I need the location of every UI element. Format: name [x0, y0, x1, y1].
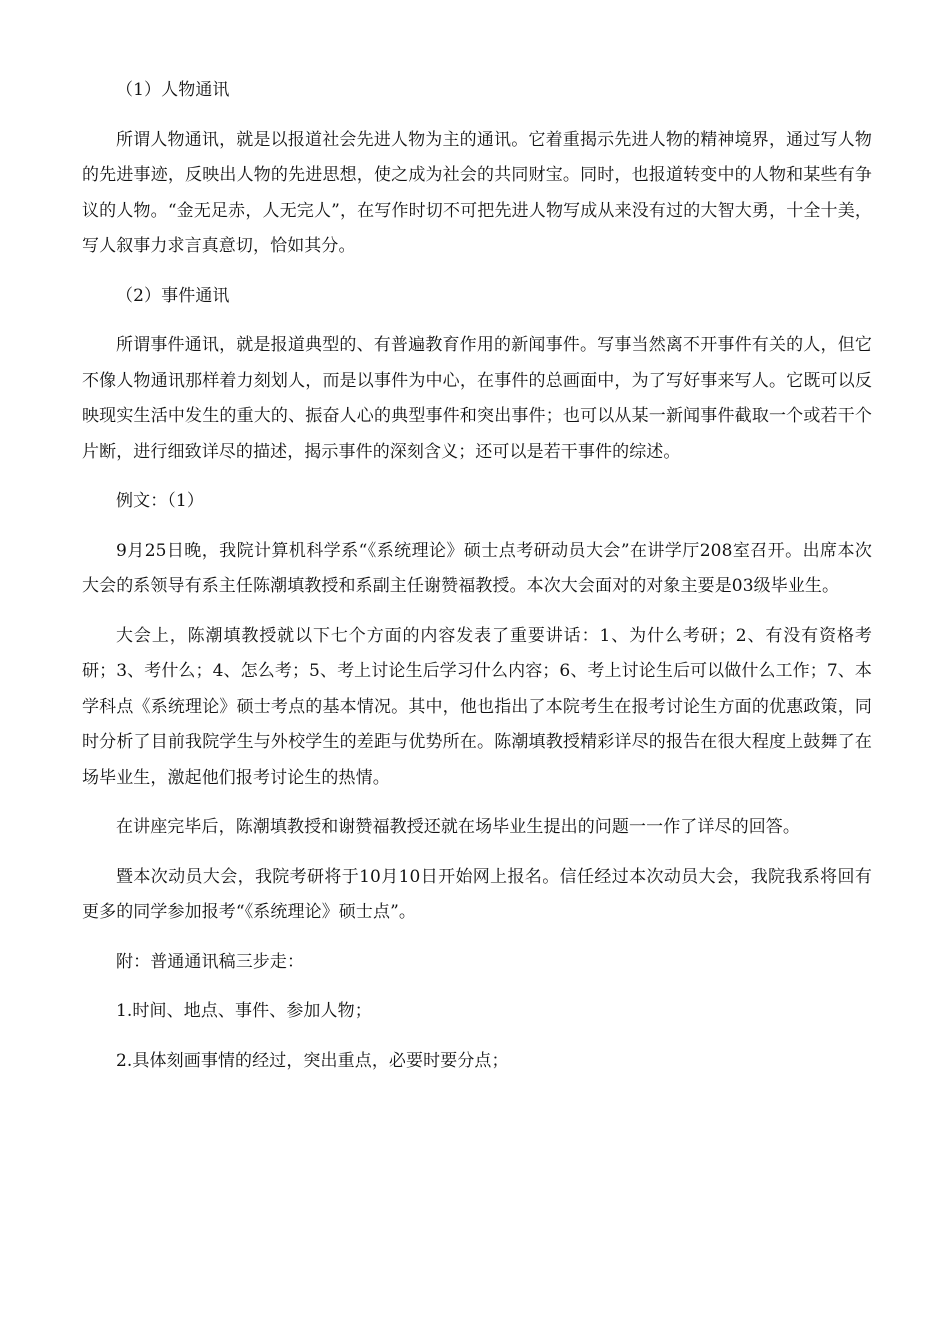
paragraph-person-report: 所谓人物通讯，就是以报道社会先进人物为主的通讯。它着重揭示先进人物的精神境界，通过写人物的先进事迹，反映出人物的先进思想，使之成为社会的共同财宝。同时，也报道转变中的人物和某些有争议的人物。“金无足赤，人无完人”，在写作时切不可把先进人物写成从来没有过的大智大勇，十全十美，写人叙事力求言真意切，恰如其分。	[82, 129, 872, 256]
paragraph-example-qa: 在讲座完毕后，陈潮填教授和谢赞福教授还就在场毕业生提出的问题一一作了详尽的回答。	[116, 817, 800, 837]
list-item: 2.具体刻画事情的经过，突出重点，必要时要分点；	[116, 1050, 509, 1071]
document-body	[82, 73, 872, 1079]
paragraph-event-report: 所谓事件通讯，就是报道典型的、有普遍教育作用的新闻事件。写事当然离不开事件有关的人，但它不像人物通讯那样着力刻划人，而是以事件为中心，在事件的总画面中，为了写好事来写人。它既可以反映现实生活中发生的重大的、振奋人心的典型事件和突出事件；也可以从某一新闻事件截取一个或若干个片断，进行细致详尽的描述，揭示事件的深刻含义；还可以是若干事件的综述。	[82, 335, 872, 462]
paragraph-example-speech: 大会上，陈潮填教授就以下七个方面的内容发表了重要讲话：1、为什么考研；2、有没有资格考研；3、考什么；4、怎么考；5、考上讨论生后学习什么内容；6、考上讨论生后可以做什么工作；7、本学科点《系统理论》硕士考点的基本情况。其中，他也指出了本院考生在报考讨论生方面的优惠政策，同时分析了目前我院学生与外校学生的差距与优势所在。陈潮填教授精彩详尽的报告在很大程度上鼓舞了在场毕业生，激起他们报考讨论生的热情。	[82, 625, 872, 788]
paragraph-example-registration: 暨本次动员大会，我院考研将于10月10日开始网上报名。信任经过本次动员大会，我院我系将回有更多的同学参加报考“《系统理论》硕士点”。	[82, 866, 872, 922]
example-label: 例文：（1）	[116, 491, 204, 511]
list-item: 1.时间、地点、事件、参加人物；	[116, 1001, 372, 1021]
section-heading-person-report: （1）人物通讯	[116, 80, 230, 100]
paragraph-example-intro: 9月25日晚，我院计算机科学系“《系统理论》硕士点考研动员大会”在讲学厅208室召开。出席本次大会的系领导有系主任陈潮填教授和系副主任谢赞福教授。本次大会面对的对象主要是03级毕业生。	[82, 540, 872, 596]
section-heading-event-report: （2）事件通讯	[116, 285, 230, 306]
appendix-label: 附：普通通讯稿三步走：	[116, 951, 305, 972]
